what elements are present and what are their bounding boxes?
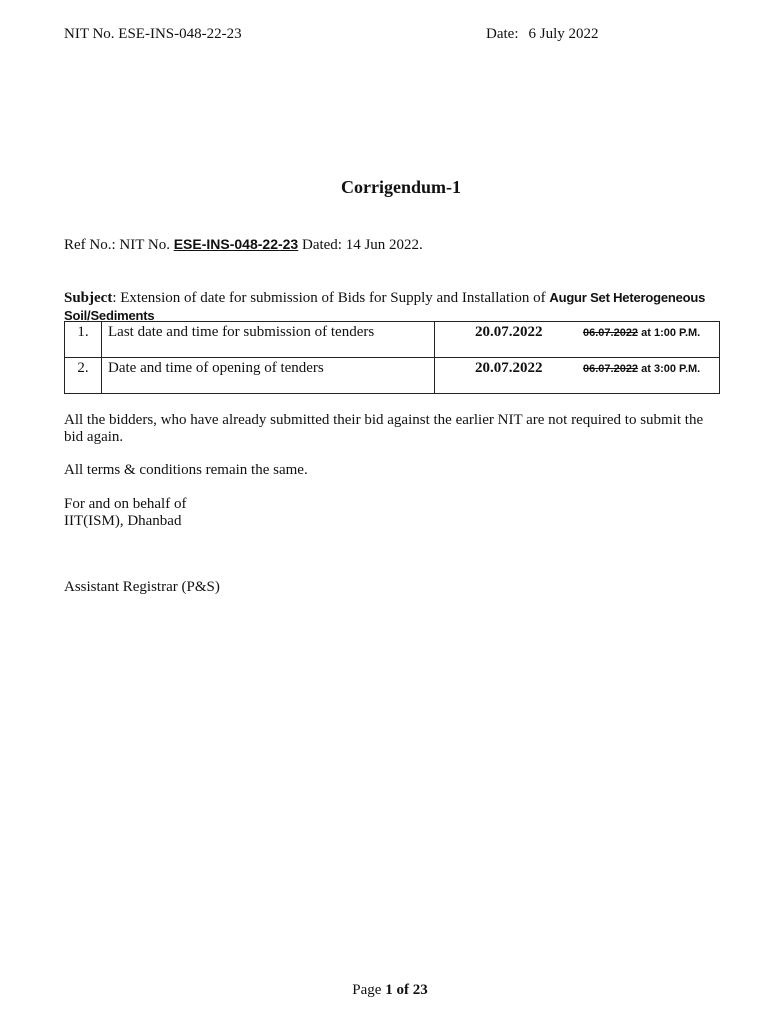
header-date [486, 26, 599, 43]
subject-label: Subject [64, 290, 113, 306]
page-total: 23 [412, 982, 428, 998]
original-time: at 1:00 P.M. [638, 327, 701, 339]
signatory-title: Assistant Registrar (P&S) [64, 579, 220, 595]
signatory-block [64, 496, 724, 530]
ref-nit-number: ESE-INS-048-22-23 [173, 236, 299, 252]
bidders-note: All the bidders, who have already submitted their bid against the earlier NIT are not required to submit the bid again. [64, 412, 704, 445]
original-date [583, 327, 700, 339]
of-word: of [396, 982, 409, 998]
subject-item-line1: Augur Set Heterogeneous [549, 290, 706, 305]
ref-suffix: Dated: 14 Jun 2022. [301, 237, 423, 253]
document-title: Corrigendum-1 [341, 177, 461, 197]
on-behalf-line: For and on behalf of [64, 496, 187, 512]
row-description: Date and time of opening of tenders [102, 358, 435, 394]
institute-line: IIT(ISM), Dhanbad [64, 513, 182, 529]
row-number: 2. [65, 358, 102, 394]
revised-date: 20.07.2022 [475, 324, 543, 340]
struck-date: 06.07.2022 [583, 363, 639, 375]
row-dates [435, 322, 720, 358]
terms-note: All terms & conditions remain the same. [64, 462, 308, 478]
original-date [583, 363, 700, 375]
page-footer [0, 982, 770, 999]
ref-prefix: Ref No.: NIT No. [64, 237, 170, 253]
revised-date: 20.07.2022 [475, 360, 543, 376]
table-row [65, 358, 720, 394]
original-time: at 3:00 P.M. [638, 363, 701, 375]
header-date-label: Date: [486, 26, 519, 42]
dates-table [64, 321, 720, 394]
table-row [65, 322, 720, 358]
header-nit: NIT No. ESE-INS-048-22-23 [64, 26, 242, 42]
page-number: 1 [385, 982, 393, 998]
row-number: 1. [65, 322, 102, 358]
row-description: Last date and time for submission of tenders [102, 322, 435, 358]
subject-paragraph [64, 289, 734, 325]
row-dates [435, 358, 720, 394]
header-date-value: 6 July 2022 [528, 26, 599, 42]
subject-item-line2: Soil/Sediments [64, 308, 155, 323]
subject-text: : Extension of date for submission of Bids for Supply and Installation of [112, 290, 546, 306]
page-word: Page [352, 982, 382, 998]
reference-line [64, 236, 423, 254]
struck-date: 06.07.2022 [583, 327, 639, 339]
